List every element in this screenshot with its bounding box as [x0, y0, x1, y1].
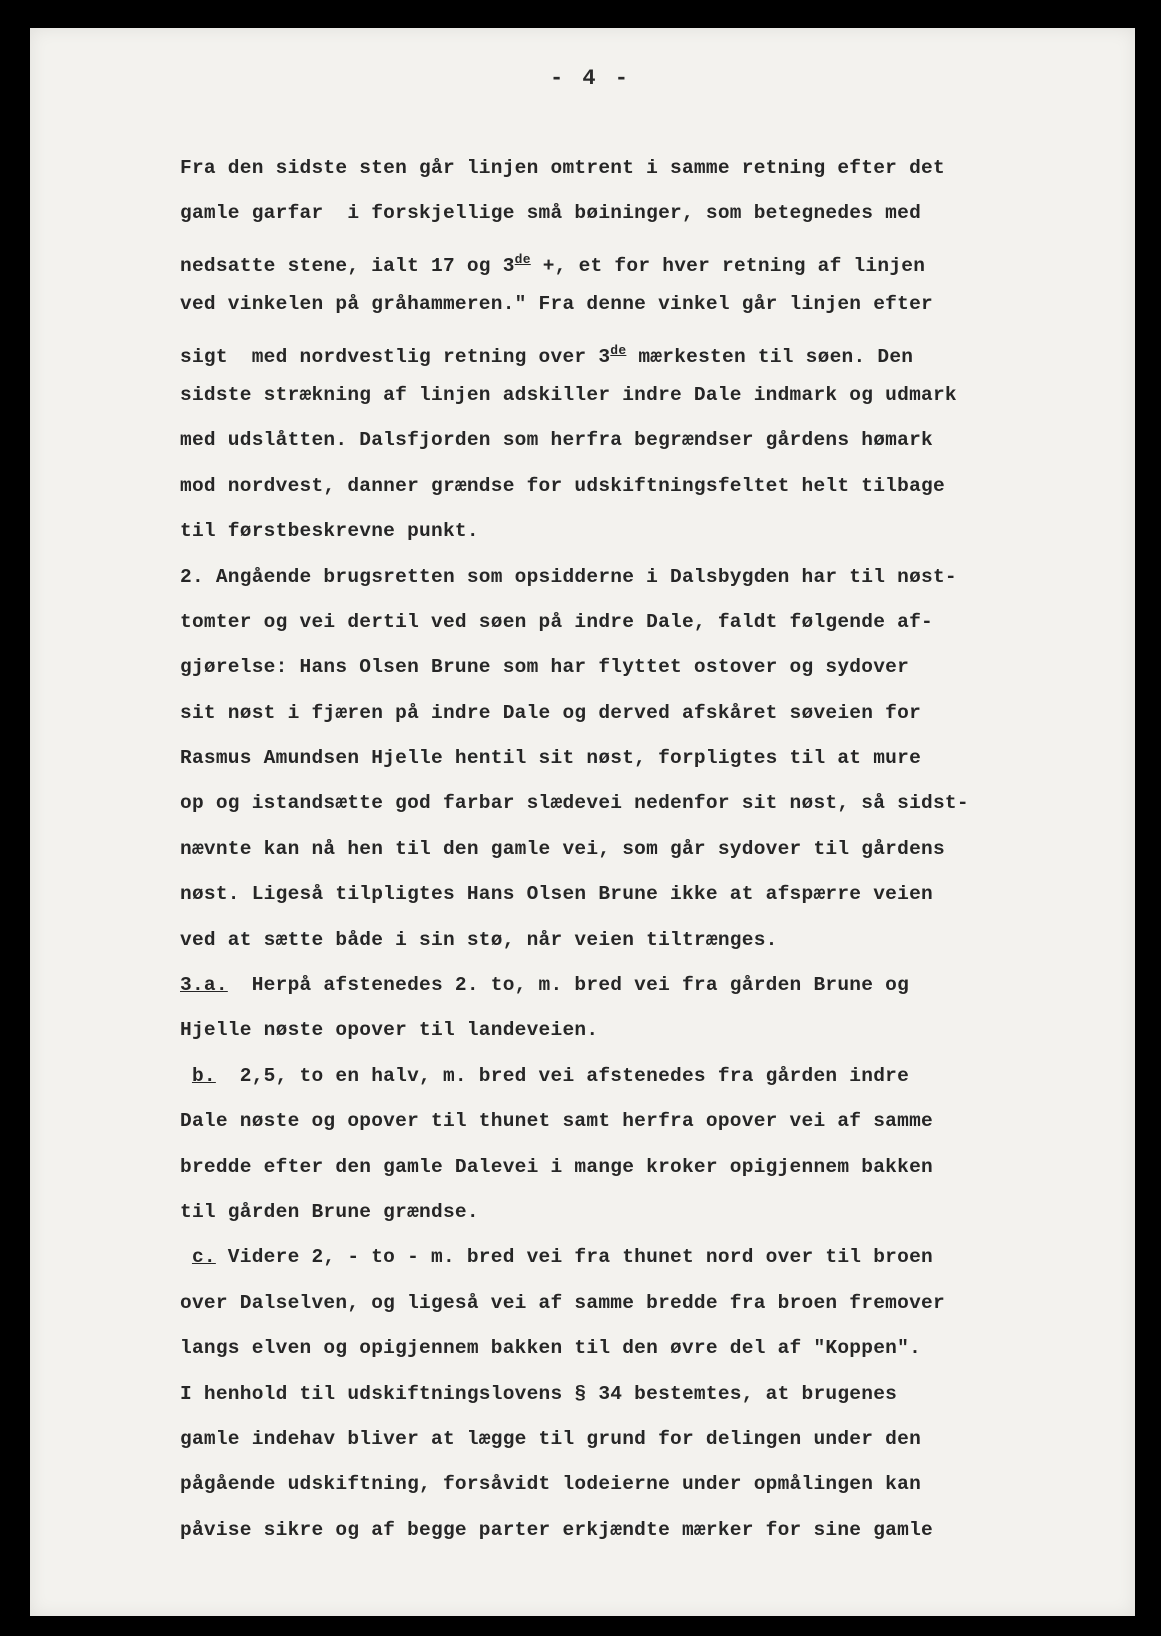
text-line: Hjelle nøste opover til landeveien.: [180, 1019, 599, 1042]
text-line: gjørelse: Hans Olsen Brune som har flyttet ostover og sydover: [180, 656, 910, 679]
text-line: sit nøst i fjæren på indre Dale og derved afskåret søveien for: [180, 701, 922, 724]
ordinal-superscript: de: [514, 251, 531, 267]
text-line: ved vinkelen på gråhammeren." Fra denne vinkel går linjen efter: [180, 293, 933, 316]
line-text: 2,5, to en halv, m. bred vei afstenedes fra gården indre: [215, 1064, 910, 1087]
text-line: mod nordvest, danner grændse for udskiftningsfeltet helt tilbage: [180, 474, 945, 497]
text-line: nævnte kan nå hen til den gamle vei, som går sydover til gårdens: [180, 837, 945, 860]
text-line: påvise sikre og af begge parter erkjændte mærker for sine gamle: [180, 1518, 933, 1541]
line-text: Videre 2, - to - m. bred vei fra thunet nord over til broen: [215, 1246, 933, 1269]
text-line: Fra den sidste sten går linjen omtrent i samme retning efter det: [180, 157, 945, 179]
line-text: Herpå afstenedes 2. to, m. bred vei fra gården Brune og: [227, 974, 910, 997]
line-text: nedsatte stene, ialt 17 og 3: [180, 254, 515, 277]
document-page: [30, 28, 1135, 1616]
text-line: sidste strækning af linjen adskiller indre Dale indmark og udmark: [180, 383, 957, 406]
text-line: over Dalselven, og ligeså vei af samme bredde fra broen fremover: [180, 1291, 945, 1314]
text-line: 2. Angående brugsretten som opsidderne i Dalsbygden har til nøst-: [180, 565, 957, 588]
text-line: med udslåtten. Dalsfjorden som herfra begrændser gårdens hømark: [180, 429, 933, 452]
text-line: I henhold til udskiftningslovens § 34 bestemtes, at brugenes: [180, 1382, 898, 1405]
underlined-label: b.: [191, 1064, 216, 1087]
text-line: nøst. Ligeså tilpligtes Hans Olsen Brune ikke at afspærre veien: [180, 883, 933, 906]
underlined-label: c.: [191, 1246, 216, 1269]
text-line: [180, 1054, 1080, 1099]
page-number: - 4 -: [550, 66, 632, 91]
line-indent: [180, 1065, 192, 1087]
text-line: tomter og vei dertil ved søen på indre Dale, faldt følgende af-: [180, 610, 933, 633]
text-line: til førstbeskrevne punkt.: [180, 520, 479, 543]
text-line: pågående udskiftning, forsåvidt lodeierne under opmålingen kan: [180, 1473, 922, 1496]
text-line: til gården Brune grændse.: [180, 1200, 479, 1223]
text-line: Rasmus Amundsen Hjelle hentil sit nøst, forpligtes til at mure: [180, 747, 922, 770]
body-text: [180, 146, 1080, 1553]
text-line: op og istandsætte god farbar slædevei nedenfor sit nøst, så sidst-: [180, 792, 969, 815]
text-line: bredde efter den gamle Dalevei i mange kroker opigjennem bakken: [180, 1155, 933, 1178]
line-indent: [180, 1246, 192, 1268]
text-line: gamle indehav bliver at lægge til grund for delingen under den: [180, 1427, 922, 1450]
text-line: [180, 963, 1080, 1008]
text-line: [180, 328, 1080, 373]
line-text: sigt med nordvestlig retning over 3: [180, 345, 611, 368]
text-line: gamle garfar i forskjellige små bøininger, som betegnedes med: [180, 202, 922, 225]
line-text: +, et for hver retning af linjen: [530, 254, 926, 277]
text-line: Dale nøste og opover til thunet samt herfra opover vei af samme: [180, 1110, 933, 1133]
ordinal-superscript: de: [610, 342, 627, 358]
text-line: langs elven og opigjennem bakken til den øvre del af "Koppen".: [180, 1337, 922, 1360]
text-line: ved at sætte både i sin stø, når veien tiltrænges.: [180, 928, 778, 951]
text-line: [180, 237, 1080, 282]
text-line: [180, 1235, 1080, 1280]
underlined-label: 3.a.: [180, 974, 228, 997]
line-text: mærkesten til søen. Den: [626, 345, 914, 368]
